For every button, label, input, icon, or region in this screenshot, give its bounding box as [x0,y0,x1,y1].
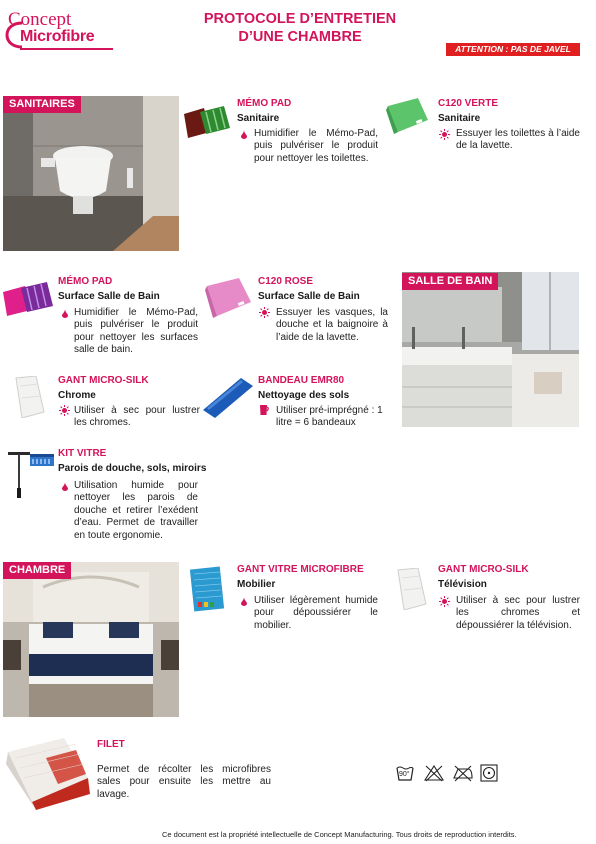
kit-vitre-image [4,448,56,500]
wash-temp-label: 90° [399,771,410,778]
c120-rose-description: Essuyer les vasques, la douche et la baignoire à l’aide de la lavette. [276,307,388,343]
memo-pad-image [184,106,230,138]
logo-underline [20,48,113,50]
filet-image [6,738,90,810]
c120-rose-image [205,278,253,318]
drop-icon [241,597,247,606]
gant-micro-silk-2-description: Utiliser à sec pour lustrer les chromes et dépoussiérer la télévision. [456,595,580,631]
no-bleach-icon [424,764,444,782]
sanitaires-photo [3,96,179,251]
bandeau-subtitle: Nettoyage des sols [258,390,350,401]
footer-copyright: Ce document est la propriété intellectuelle de Concept Manufacturing. Tous droits de reproduction interdits. [162,830,517,839]
drop-icon [62,309,68,318]
c120-verte-image [386,98,430,134]
gant-vitre-title: GANT VITRE MICROFIBRE [237,564,364,575]
gant-vitre-subtitle: Mobilier [237,579,276,590]
cup-icon [260,405,269,415]
page-title [150,10,450,46]
kit-vitre-subtitle: Parois de douche, sols, miroirs [58,463,207,474]
memo-pad-2-subtitle: Surface Salle de Bain [58,291,160,302]
c120-rose-subtitle: Surface Salle de Bain [258,291,360,302]
memo-pad-subtitle: Sanitaire [237,113,280,124]
c120-verte-description: Essuyer les toilettes à l’aide de la lavette. [456,128,580,152]
logo-microfibre: Microfibre [20,28,95,45]
gant-micro-silk-description: Utiliser à sec pour lustrer les chromes. [74,405,200,429]
bandeau-image [203,378,253,418]
memo-pad-title: MÉMO PAD [237,98,292,109]
tumble-dry-icon [480,764,498,782]
section-label-sanitaires: SANITAIRES [3,96,81,113]
kit-vitre-title: KIT VITRE [58,448,107,459]
memo-pad-rose-image [3,282,53,316]
page-title-line1: PROTOCOLE D’ENTRETIEN [203,11,397,27]
filet-description: Permet de récolter les microfibres sales pour ensuite les mettre au lavage. [97,764,271,800]
salle-de-bain-photo [402,272,579,427]
gant-vitre-image [190,566,226,612]
logo-concept: Concept [8,9,72,30]
sun-icon [259,307,270,318]
warning-badge: ATTENTION : PAS DE JAVEL [446,43,580,56]
wash-90-icon [396,764,414,782]
c120-verte-subtitle: Sanitaire [438,113,481,124]
bandeau-description: Utiliser pré-imprégné : 1 litre = 6 bandeaux [276,405,383,429]
page-title-line2: D’UNE CHAMBRE [238,29,362,45]
bandeau-title: BANDEAU EMR80 [258,375,345,386]
no-iron-icon [452,764,474,782]
memo-pad-2-title: MÉMO PAD [58,276,113,287]
sun-icon [59,405,70,416]
gant-micro-silk-title: GANT MICRO-SILK [58,375,149,386]
gant-micro-silk-2-title: GANT MICRO-SILK [438,564,529,575]
memo-pad-2-description: Humidifier le Mémo-Pad, puis pulvériser le produit pour nettoyer les surfaces salle de bain. [74,307,198,356]
chambre-photo [3,562,179,717]
section-label-chambre: CHAMBRE [3,562,71,579]
sun-icon [439,129,450,140]
gant-micro-silk-image [12,376,46,418]
gant-micro-silk-2-subtitle: Télévision [438,579,487,590]
filet-title: FILET [97,739,125,750]
section-label-salle-de-bain: SALLE DE BAIN [402,273,498,290]
gant-micro-silk-subtitle: Chrome [58,390,96,401]
drop-icon [62,482,68,491]
memo-pad-description: Humidifier le Mémo-Pad, puis pulvériser le produit pour nettoyer les toilettes. [254,128,378,164]
gant-micro-silk-2-image [394,568,428,610]
c120-verte-title: C120 VERTE [438,98,499,109]
kit-vitre-description: Utilisation humide pour nettoyer les parois de douche et retirer l’exédent d’eau. Permet de travailler en toute ergonomie. [74,480,198,541]
c120-rose-title: C120 ROSE [258,276,314,287]
gant-vitre-description: Utiliser légèrement humide pour dépoussiérer le mobilier. [254,595,378,631]
drop-icon [241,130,247,139]
sun-icon [439,596,450,607]
